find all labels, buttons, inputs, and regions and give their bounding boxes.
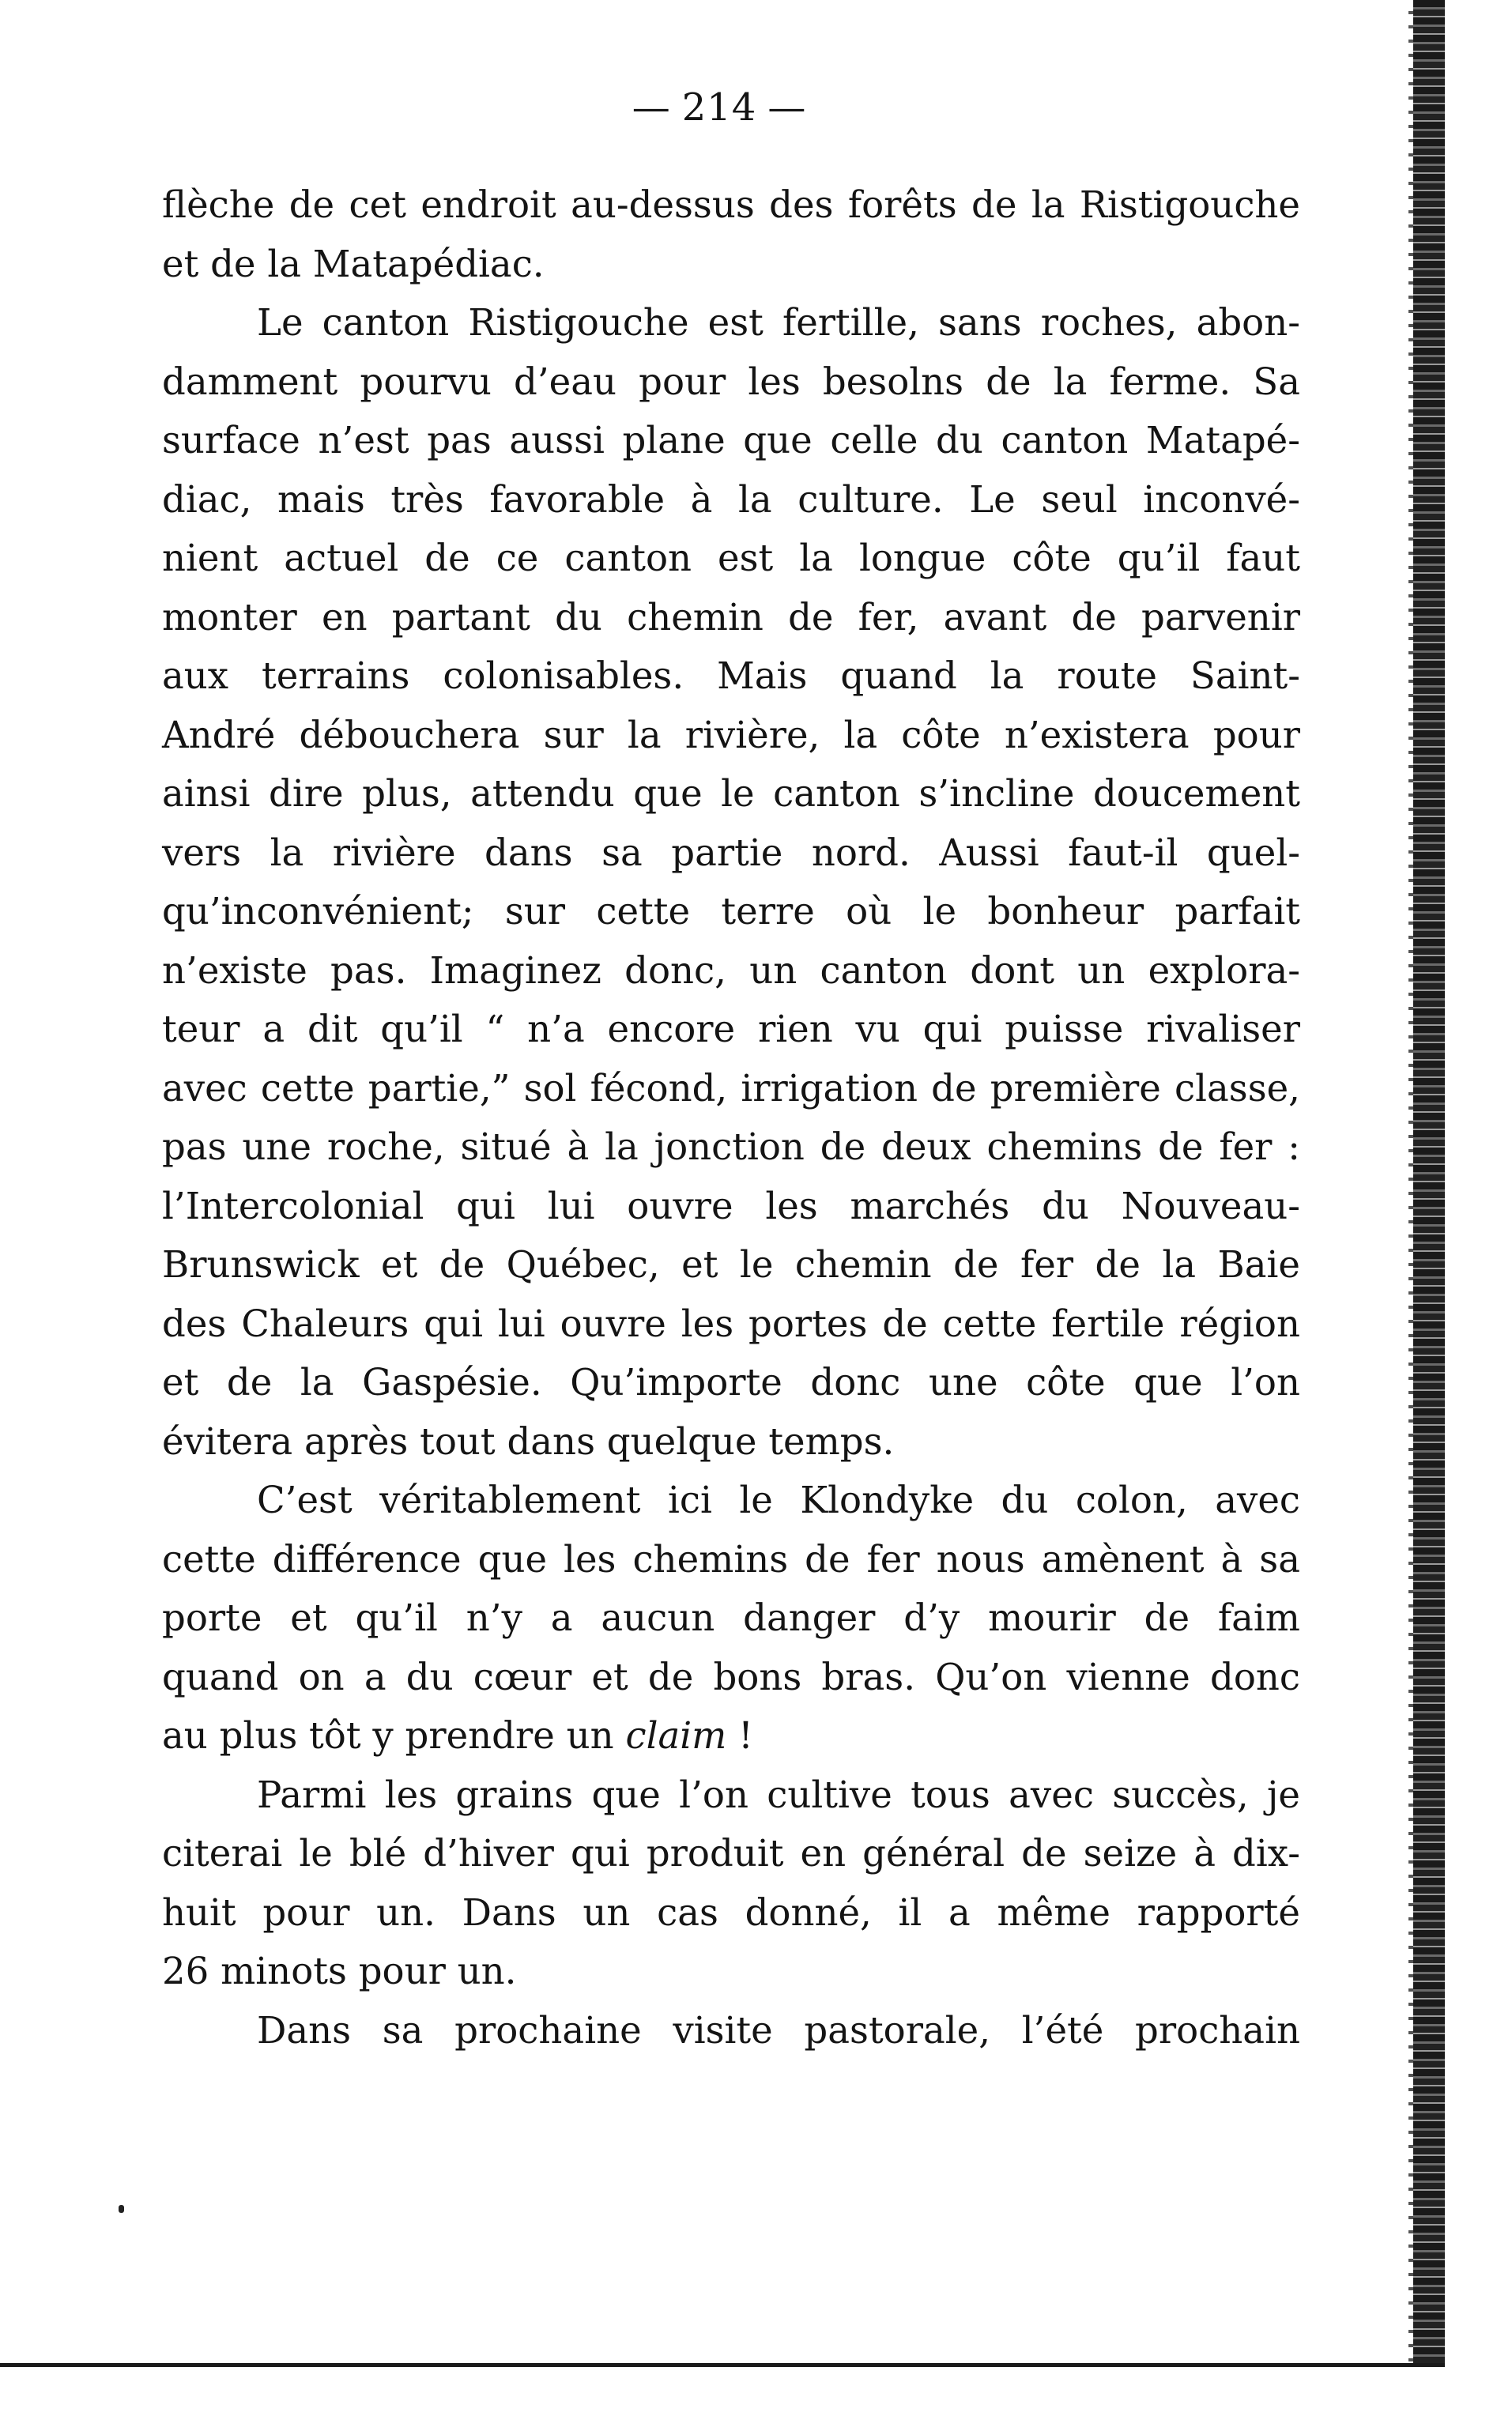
text-line: diac, mais très favorable à la culture. Le seul inconvé-: [162, 477, 1300, 521]
page-bottom-rule: [0, 2363, 1445, 2367]
header-dash-right: —: [767, 85, 807, 130]
page-number: 214: [681, 85, 757, 130]
text-line: évitera après tout dans quelque temps.: [162, 1419, 895, 1463]
text-line-with-italic: [162, 1706, 1300, 1766]
text-line: des Chaleurs qui lui ouvre les portes de cette fertile région: [162, 1302, 1300, 1345]
text-line: Le canton Ristigouche est fertille, sans roches, abon-: [257, 301, 1300, 344]
text-line: quand on a du cœur et de bons bras. Qu’on vienne donc: [162, 1655, 1300, 1698]
text-line: nient actuel de ce canton est la longue côte qu’il faut: [162, 537, 1300, 579]
text-run: !: [726, 1714, 753, 1757]
scan-speck: [119, 2205, 124, 2213]
text-line: monter en partant du chemin de fer, avant de parvenir: [162, 595, 1300, 639]
text-line: damment pourvu d’eau pour les besolns de la ferme. Sa: [162, 360, 1300, 403]
text-line: pas une roche, situé à la jonction de deux chemins de fer :: [162, 1125, 1300, 1168]
text-line: Dans sa prochaine visite pastorale, l’été prochain: [257, 2008, 1300, 2052]
page-number-header: [601, 85, 838, 130]
book-spine: [1413, 0, 1445, 2363]
text-line: André débouchera sur la rivière, la côte n’existera pour: [162, 713, 1300, 756]
text-line: 26 minots pour un.: [162, 1950, 517, 1992]
header-dash-left: —: [632, 85, 671, 130]
body-text: [162, 175, 1300, 2060]
text-line: Brunswick et de Québec, et le chemin de fer de la Baie: [162, 1243, 1300, 1286]
text-line: cette différence que les chemins de fer nous amènent à sa: [162, 1537, 1300, 1581]
text-line: teur a dit qu’il “ n’a encore rien vu qui puisse rivaliser: [162, 1008, 1300, 1050]
text-run: au plus tôt y prendre un: [162, 1714, 614, 1757]
text-line: aux terrains colonisables. Mais quand la route Saint-: [162, 654, 1300, 697]
text-line: ainsi dire plus, attendu que le canton s’incline doucement: [162, 772, 1300, 815]
text-line: n’existe pas. Imaginez donc, un canton dont un explora-: [162, 948, 1300, 992]
text-line: avec cette partie,” sol fécond, irrigation de première classe,: [162, 1066, 1300, 1110]
text-line: C’est véritablement ici le Klondyke du colon, avec: [257, 1479, 1300, 1521]
text-line: et de la Matapédiac.: [162, 242, 545, 285]
text-line: huit pour un. Dans un cas donné, il a même rapporté: [162, 1890, 1300, 1934]
text-line: flèche de cet endroit au-dessus des forêts de la Ristigouche: [162, 183, 1300, 226]
text-line: surface n’est pas aussi plane que celle du canton Matapé-: [162, 419, 1300, 462]
text-line: et de la Gaspésie. Qu’importe donc une côte que l’on: [162, 1361, 1300, 1404]
text-line: l’Intercolonial qui lui ouvre les marchés du Nouveau-: [162, 1184, 1300, 1227]
text-line: qu’inconvénient; sur cette terre où le bonheur parfait: [162, 890, 1300, 933]
text-line: porte et qu’il n’y a aucun danger d’y mourir de faim: [162, 1596, 1300, 1639]
italic-word: claim: [625, 1714, 727, 1757]
text-line: vers la rivière dans sa partie nord. Aussi faut-il quel-: [162, 831, 1300, 874]
text-line: Parmi les grains que l’on cultive tous avec succès, je: [257, 1773, 1300, 1816]
text-line: citerai le blé d’hiver qui produit en général de seize à dix-: [162, 1832, 1300, 1875]
